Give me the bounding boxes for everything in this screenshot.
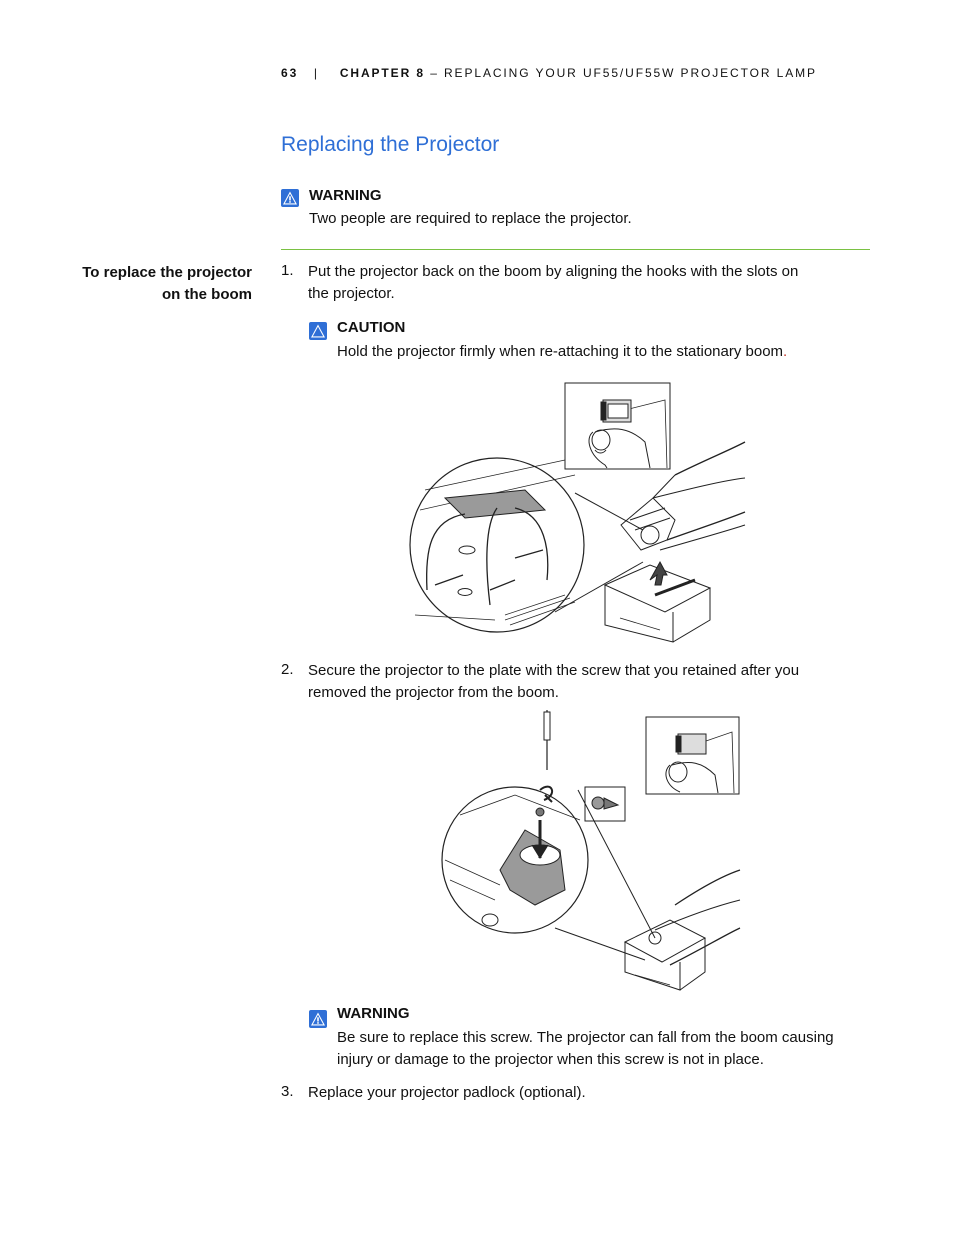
figure-screw-secure [440,710,745,992]
caution-text [337,341,787,363]
warning-label: WARNING [309,187,382,204]
caution-label: CAUTION [337,319,406,336]
warning-icon [281,189,299,207]
step-2-number: 2. [281,661,294,678]
step-3-number: 3. [281,1083,294,1100]
header-separator: | [313,66,319,80]
warning-bottom-line1: Be sure to replace this screw. The projector can fall from the boom causing [337,1029,834,1046]
page-header [281,66,817,80]
section-title: Replacing the Projector [281,133,500,156]
section-divider [281,249,870,250]
warning-text: Two people are required to replace the projector. [309,210,632,227]
page-number: 63 [281,66,299,80]
caution-icon [309,322,327,340]
step-1-text [308,261,798,305]
procedure-heading-line2: on the boom [162,286,252,303]
caution-period: . [783,343,788,360]
step-1-line1: Put the projector back on the boom by aligning the hooks with the slots on [308,263,799,280]
step-2-line2: removed the projector from the boom. [308,684,559,701]
step-2-text [308,660,799,704]
step-1-line2: the projector. [308,285,395,302]
warning-bottom-line2: injury or damage to the projector when this screw is not in place. [337,1051,764,1068]
figure-hook-alignment [405,380,750,645]
chapter-title: – REPLACING YOUR UF55/UF55W PROJECTOR LAMP [430,66,817,80]
procedure-heading-line1: To replace the projector [82,264,252,281]
warning-bottom-label: WARNING [337,1005,410,1022]
warning-bottom-text [337,1027,834,1071]
step-3-text: Replace your projector padlock (optional). [308,1084,586,1101]
warning-icon-bottom [309,1010,327,1028]
chapter-label: CHAPTER 8 [339,66,425,80]
step-1-number: 1. [281,262,294,279]
caution-body: Hold the projector firmly when re-attaching it to the stationary boom [337,343,784,360]
step-2-line1: Secure the projector to the plate with the screw that you retained after you [308,662,800,679]
procedure-heading [82,262,252,306]
